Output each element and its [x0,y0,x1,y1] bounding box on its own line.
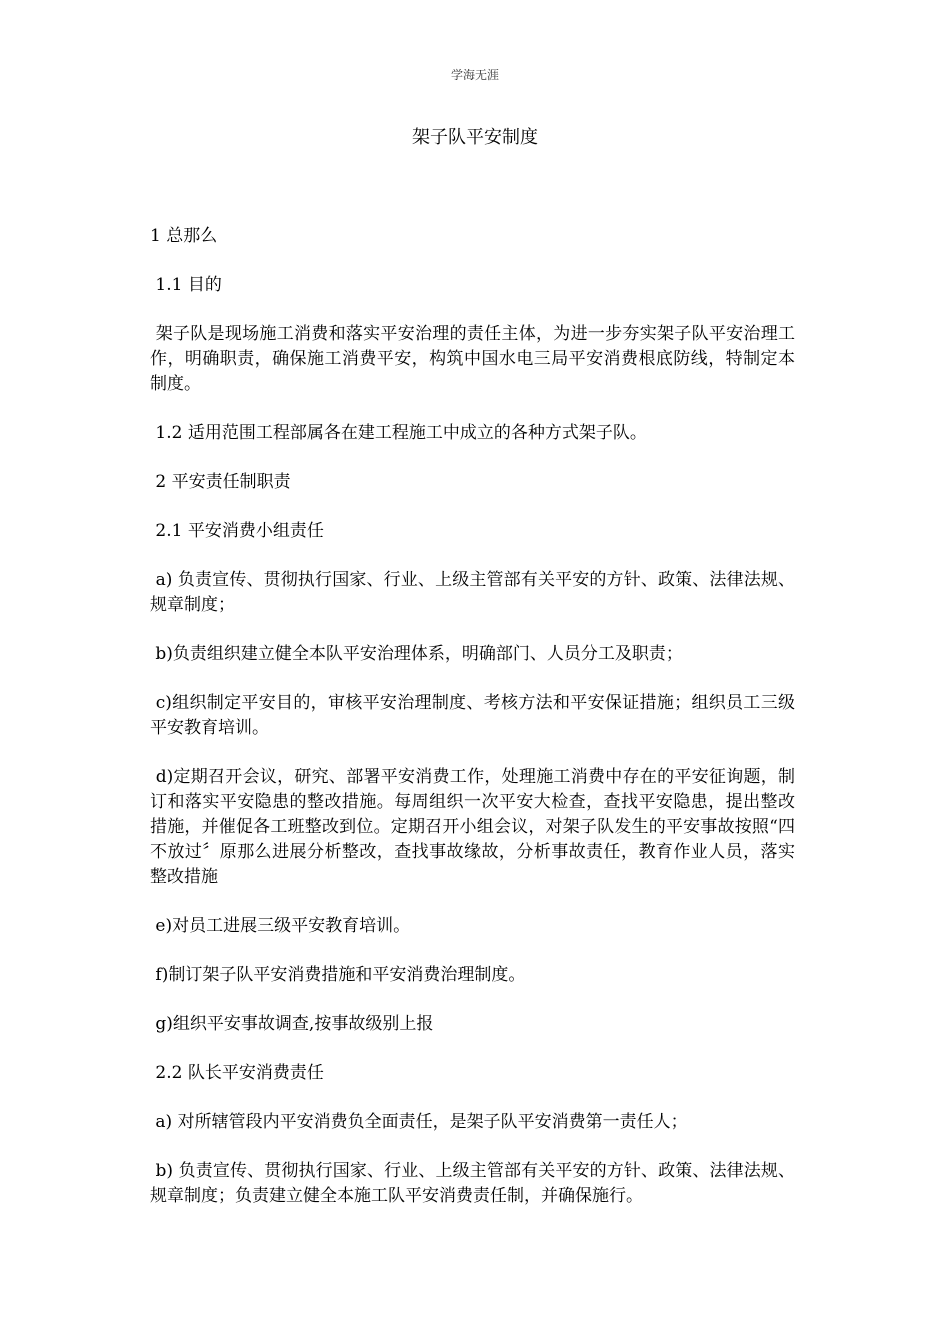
paragraph-2-1-d: d)定期召开会议，研究、部署平安消费工作，处理施工消费中存在的平安征询题，制订和落实平安隐患的整改措施。每周组织一次平安大检查，查找平安隐患，提出整改措施，并催促各工班整改到位。定期召开小组会议，对架子队发生的平安事故按照“四不放过〞原那么进展分析整改，查找事故缘故，分析事故责任，教育作业人员，落实整改措施 [150,767,796,887]
paragraph-2-1-f: f)制订架子队平安消费措施和平安消费治理制度。 [150,965,526,985]
paragraph-2-1-a: a) 负责宣传、贯彻执行国家、行业、上级主管部有关平安的方针、政策、法律法规、规章制度； [150,570,796,615]
paragraph-2-2-a: a) 对所辖管段内平安消费负全面责任，是架子队平安消费第一责任人； [150,1112,688,1132]
document-title: 架子队平安制度 [412,127,538,148]
paragraph-1-1-body: 架子队是现场施工消费和落实平安治理的责任主体，为进一步夯实架子队平安治理工作，明确职责，确保施工消费平安，构筑中国水电三局平安消费根底防线，特制定本制度。 [150,324,796,394]
page-header: 学海无涯 [450,68,499,82]
paragraph-2-2-b: b) 负责宣传、贯彻执行国家、行业、上级主管部有关平安的方针、政策、法律法规、规章制度；负责建立健全本施工队平安消费责任制，并确保施行。 [150,1161,795,1206]
paragraph-1-1-heading: 1.1 目的 [150,275,222,295]
paragraph-2-1-e: e)对员工进展三级平安教育培训。 [150,916,411,936]
paragraph-2-2-heading: 2.2 队长平安消费责任 [150,1063,324,1083]
paragraph-section-2: 2 平安责任制职责 [150,472,291,492]
paragraph-2-1-c: c)组织制定平安目的，审核平安治理制度、考核方法和平安保证措施；组织员工三级平安教育培训。 [150,693,795,738]
paragraph-2-1-g: g)组织平安事故调查,按事故级别上报 [150,1014,434,1034]
paragraph-2-1-b: b)负责组织建立健全本队平安治理体系，明确部门、人员分工及职责； [150,644,683,664]
paragraph-1-2: 1.2 适用范围工程部属各在建工程施工中成立的各种方式架子队。 [150,423,647,443]
document-body [150,224,795,1209]
paragraph-2-1-heading: 2.1 平安消费小组责任 [150,521,324,541]
paragraph-section-1: 1 总那么 [150,226,218,246]
